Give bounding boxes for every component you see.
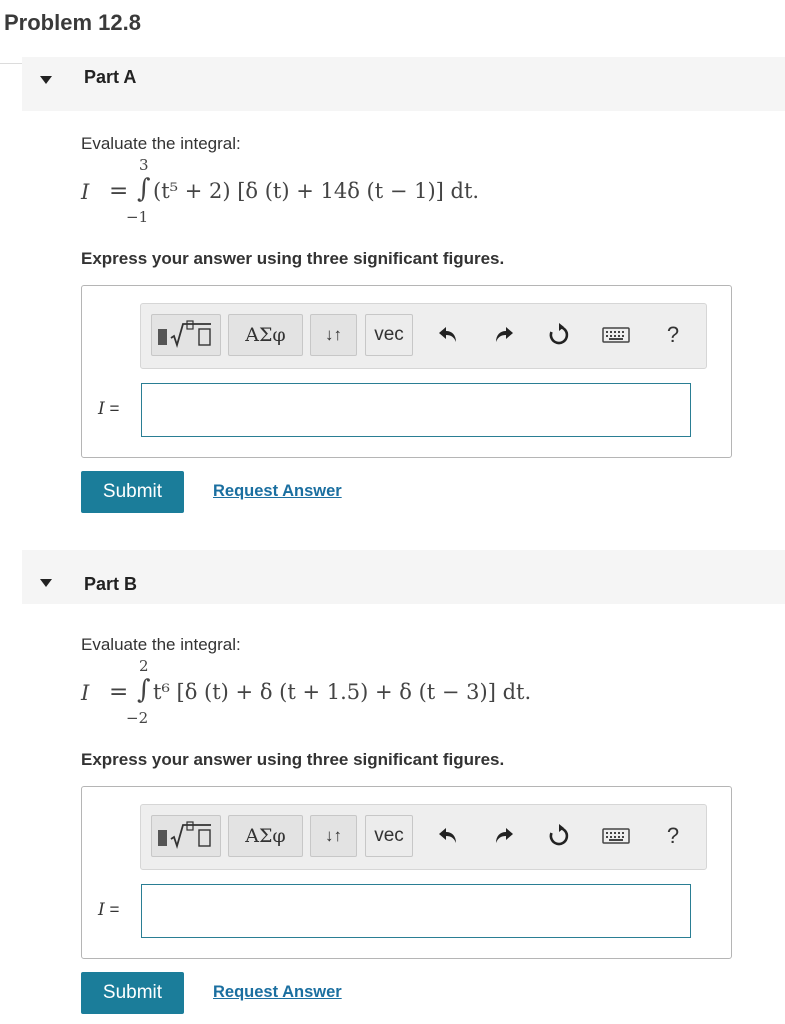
keyboard-icon[interactable] [599, 819, 633, 853]
part-b-title: Part B [84, 574, 138, 594]
keyboard-icon[interactable] [599, 318, 633, 352]
integral-lower-limit: −2 [126, 709, 149, 727]
help-button[interactable]: ? [666, 322, 680, 347]
integral-upper-limit: 3 [139, 156, 149, 174]
submit-button[interactable]: Submit [81, 972, 184, 1014]
help-button[interactable]: ? [666, 823, 680, 848]
undo-icon[interactable] [431, 819, 465, 853]
integral-sign-icon: ∫ [137, 675, 151, 705]
integral-upper-limit: 2 [139, 657, 149, 675]
part-a-instruction: Express your answer using three significant figures. [81, 249, 505, 268]
answer-label-var: I [98, 399, 105, 419]
collapse-caret-icon[interactable] [40, 76, 52, 84]
part-a-equation [81, 156, 731, 236]
answer-label-var: I [98, 900, 105, 920]
subscript-superscript-button[interactable]: ↓↑ [310, 815, 357, 857]
answer-label-eq: = [109, 900, 120, 919]
answer-label [98, 399, 119, 419]
templates-icon [156, 320, 216, 350]
greek-symbols-button[interactable]: ΑΣφ [228, 314, 303, 356]
integral-sign-icon: ∫ [137, 174, 151, 204]
part-b-prompt: Evaluate the integral: [81, 635, 241, 654]
answer-label [98, 900, 119, 920]
math-toolbar [140, 804, 707, 870]
redo-icon[interactable] [487, 819, 521, 853]
redo-icon[interactable] [487, 318, 521, 352]
part-b-answer-box [81, 786, 732, 959]
templates-button[interactable] [151, 314, 221, 356]
part-b-equation [81, 657, 731, 737]
answer-label-eq: = [109, 399, 120, 418]
request-answer-link[interactable]: Request Answer [213, 983, 342, 1001]
part-b-header[interactable] [22, 550, 785, 604]
templates-icon [156, 821, 216, 851]
greek-symbols-button[interactable]: ΑΣφ [228, 815, 303, 857]
equation-lhs: I [81, 681, 90, 705]
integrand: (t⁵ + 2) [δ (t) + 14δ (t − 1)] dt. [153, 179, 480, 203]
part-a-header[interactable] [22, 57, 785, 111]
answer-input[interactable] [141, 383, 691, 437]
request-answer-link[interactable]: Request Answer [213, 482, 342, 500]
submit-button[interactable]: Submit [81, 471, 184, 513]
collapse-caret-icon[interactable] [40, 579, 52, 587]
reset-icon[interactable] [542, 819, 576, 853]
part-b-instruction: Express your answer using three significant figures. [81, 750, 505, 769]
part-a-prompt: Evaluate the integral: [81, 134, 241, 153]
reset-icon[interactable] [542, 318, 576, 352]
math-toolbar [140, 303, 707, 369]
equation-lhs: I [81, 180, 90, 204]
equation-equals: = [109, 679, 129, 705]
subscript-superscript-button[interactable]: ↓↑ [310, 314, 357, 356]
undo-icon[interactable] [431, 318, 465, 352]
part-a-answer-box [81, 285, 732, 458]
equation-equals: = [109, 178, 129, 204]
vector-button[interactable]: vec [365, 314, 413, 356]
templates-button[interactable] [151, 815, 221, 857]
integral-lower-limit: −1 [126, 208, 149, 226]
answer-input[interactable] [141, 884, 691, 938]
vector-button[interactable]: vec [365, 815, 413, 857]
integrand: t⁶ [δ (t) + δ (t + 1.5) + δ (t − 3)] dt. [153, 680, 532, 704]
page-title: Problem 12.8 [4, 10, 141, 35]
part-a-title: Part A [84, 67, 137, 87]
